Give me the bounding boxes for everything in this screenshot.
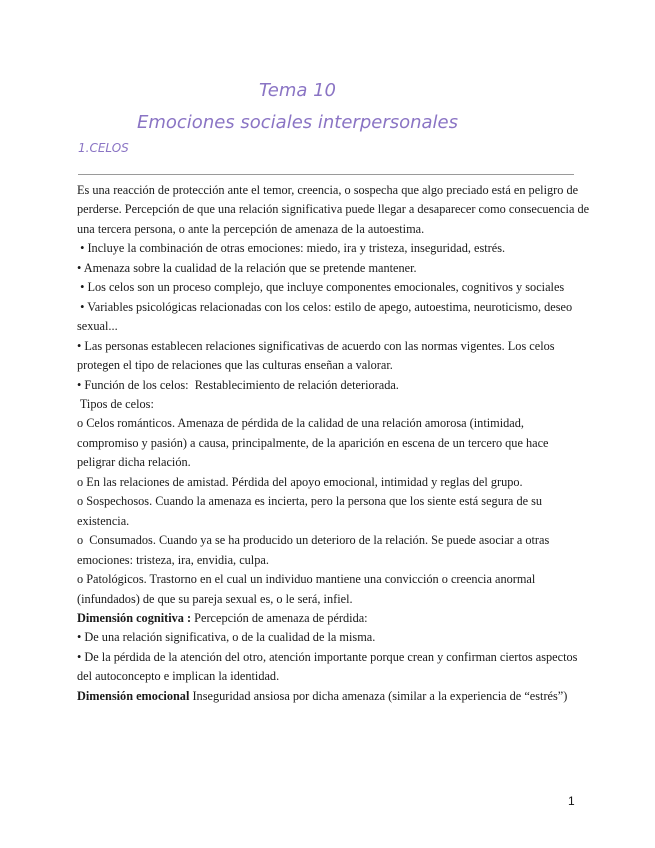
text-line	[77, 414, 587, 433]
line-text: existencia.	[77, 513, 130, 528]
line-text: o En las relaciones de amistad. Pérdida del apoyo emocional, intimidad y reglas del grupo.	[77, 474, 523, 489]
horizontal-divider	[78, 174, 574, 175]
line-text: Es una reacción de protección ante el temor, creencia, o sospecha que algo preciado está en peligro de	[77, 183, 579, 197]
document-body	[77, 181, 590, 706]
text-line	[77, 551, 587, 570]
line-text: Percepción de amenaza de pérdida:	[191, 610, 368, 625]
text-line	[77, 376, 587, 395]
line-text: protegen el tipo de relaciones que las culturas enseñan a valorar.	[77, 358, 393, 373]
bold-term: Dimensión emocional	[77, 688, 190, 703]
line-text: • Incluye la combinación de otras emociones: miedo, ira y tristeza, inseguridad, estrés.	[77, 241, 506, 256]
line-text: Tipos de celos:	[77, 396, 154, 411]
text-line	[77, 278, 587, 297]
line-text: • Función de los celos: Restablecimiento de relación deteriorada.	[77, 377, 399, 392]
text-line	[77, 337, 587, 356]
line-text: • Amenaza sobre la cualidad de la relación que se pretende mantener.	[77, 260, 417, 275]
text-line	[77, 298, 587, 317]
line-text: • Las personas establecen relaciones significativas de acuerdo con las normas vigentes. Los celos	[77, 338, 555, 353]
line-text: • Variables psicológicas relacionadas con los celos: estilo de apego, autoestima, neuroticismo, deseo	[77, 299, 573, 314]
text-line	[77, 628, 587, 647]
text-line	[77, 453, 587, 472]
text-line	[77, 317, 587, 336]
line-text: o Celos románticos. Amenaza de pérdida de la calidad de una relación amorosa (intimidad,	[77, 416, 524, 431]
line-text: sexual...	[77, 319, 118, 334]
line-text: emociones: tristeza, ira, envidia, culpa.	[77, 552, 269, 567]
line-text: una tercera persona, o ante la percepción de amenaza de la autoestima.	[77, 221, 425, 236]
text-line	[77, 590, 587, 609]
line-text: peligrar dicha relación.	[77, 455, 191, 470]
text-line	[77, 687, 587, 706]
line-text: • De la pérdida de la atención del otro, atención importante porque crean y confirman ciertos aspectos	[77, 649, 578, 664]
line-text: Inseguridad ansiosa por dicha amenaza (similar a la experiencia de “estrés”)	[189, 688, 568, 703]
section-heading: 1.CELOS	[78, 141, 129, 155]
text-line	[77, 531, 587, 550]
text-line	[77, 239, 587, 258]
text-line	[77, 200, 590, 219]
page-number: 1	[568, 794, 575, 808]
text-line	[77, 512, 587, 531]
text-line	[77, 570, 587, 589]
line-text: o Sospechosos. Cuando la amenaza es incierta, pero la persona que los siente está segura de su	[77, 494, 543, 509]
text-line	[77, 667, 587, 686]
text-line	[77, 220, 587, 239]
text-line	[77, 434, 587, 453]
line-text: perderse. Percepción de que una relación significativa puede llegar a desaparecer como consecuencia de	[77, 202, 590, 217]
text-line	[77, 609, 587, 628]
line-text: compromiso y pasión) a causa, principalmente, de la aparición en escena de un tercero que hace	[77, 435, 549, 450]
text-line	[77, 356, 587, 375]
bold-term: Dimensión cognitiva :	[77, 610, 192, 625]
text-line	[77, 473, 587, 492]
line-text: o Patológicos. Trastorno en el cual un individuo mantiene una convicción o creencia anormal	[77, 572, 536, 587]
document-subtitle: Emociones sociales interpersonales	[136, 112, 459, 133]
text-line	[77, 259, 587, 278]
line-text: o Consumados. Cuando ya se ha producido un deterioro de la relación. Se puede asociar a otras	[77, 533, 550, 548]
line-text: (infundados) de que su pareja sexual es, o le será, infiel.	[77, 591, 353, 606]
text-line	[77, 395, 587, 414]
line-text: del autoconcepto e implican la identidad.	[77, 669, 280, 684]
text-line	[77, 492, 587, 511]
line-text: • De una relación significativa, o de la cualidad de la misma.	[77, 630, 376, 645]
text-line	[77, 181, 587, 200]
document-title: Tema 10	[258, 80, 337, 101]
text-line	[77, 648, 587, 667]
line-text: • Los celos son un proceso complejo, que incluye componentes emocionales, cognitivos y sociales	[77, 280, 565, 295]
